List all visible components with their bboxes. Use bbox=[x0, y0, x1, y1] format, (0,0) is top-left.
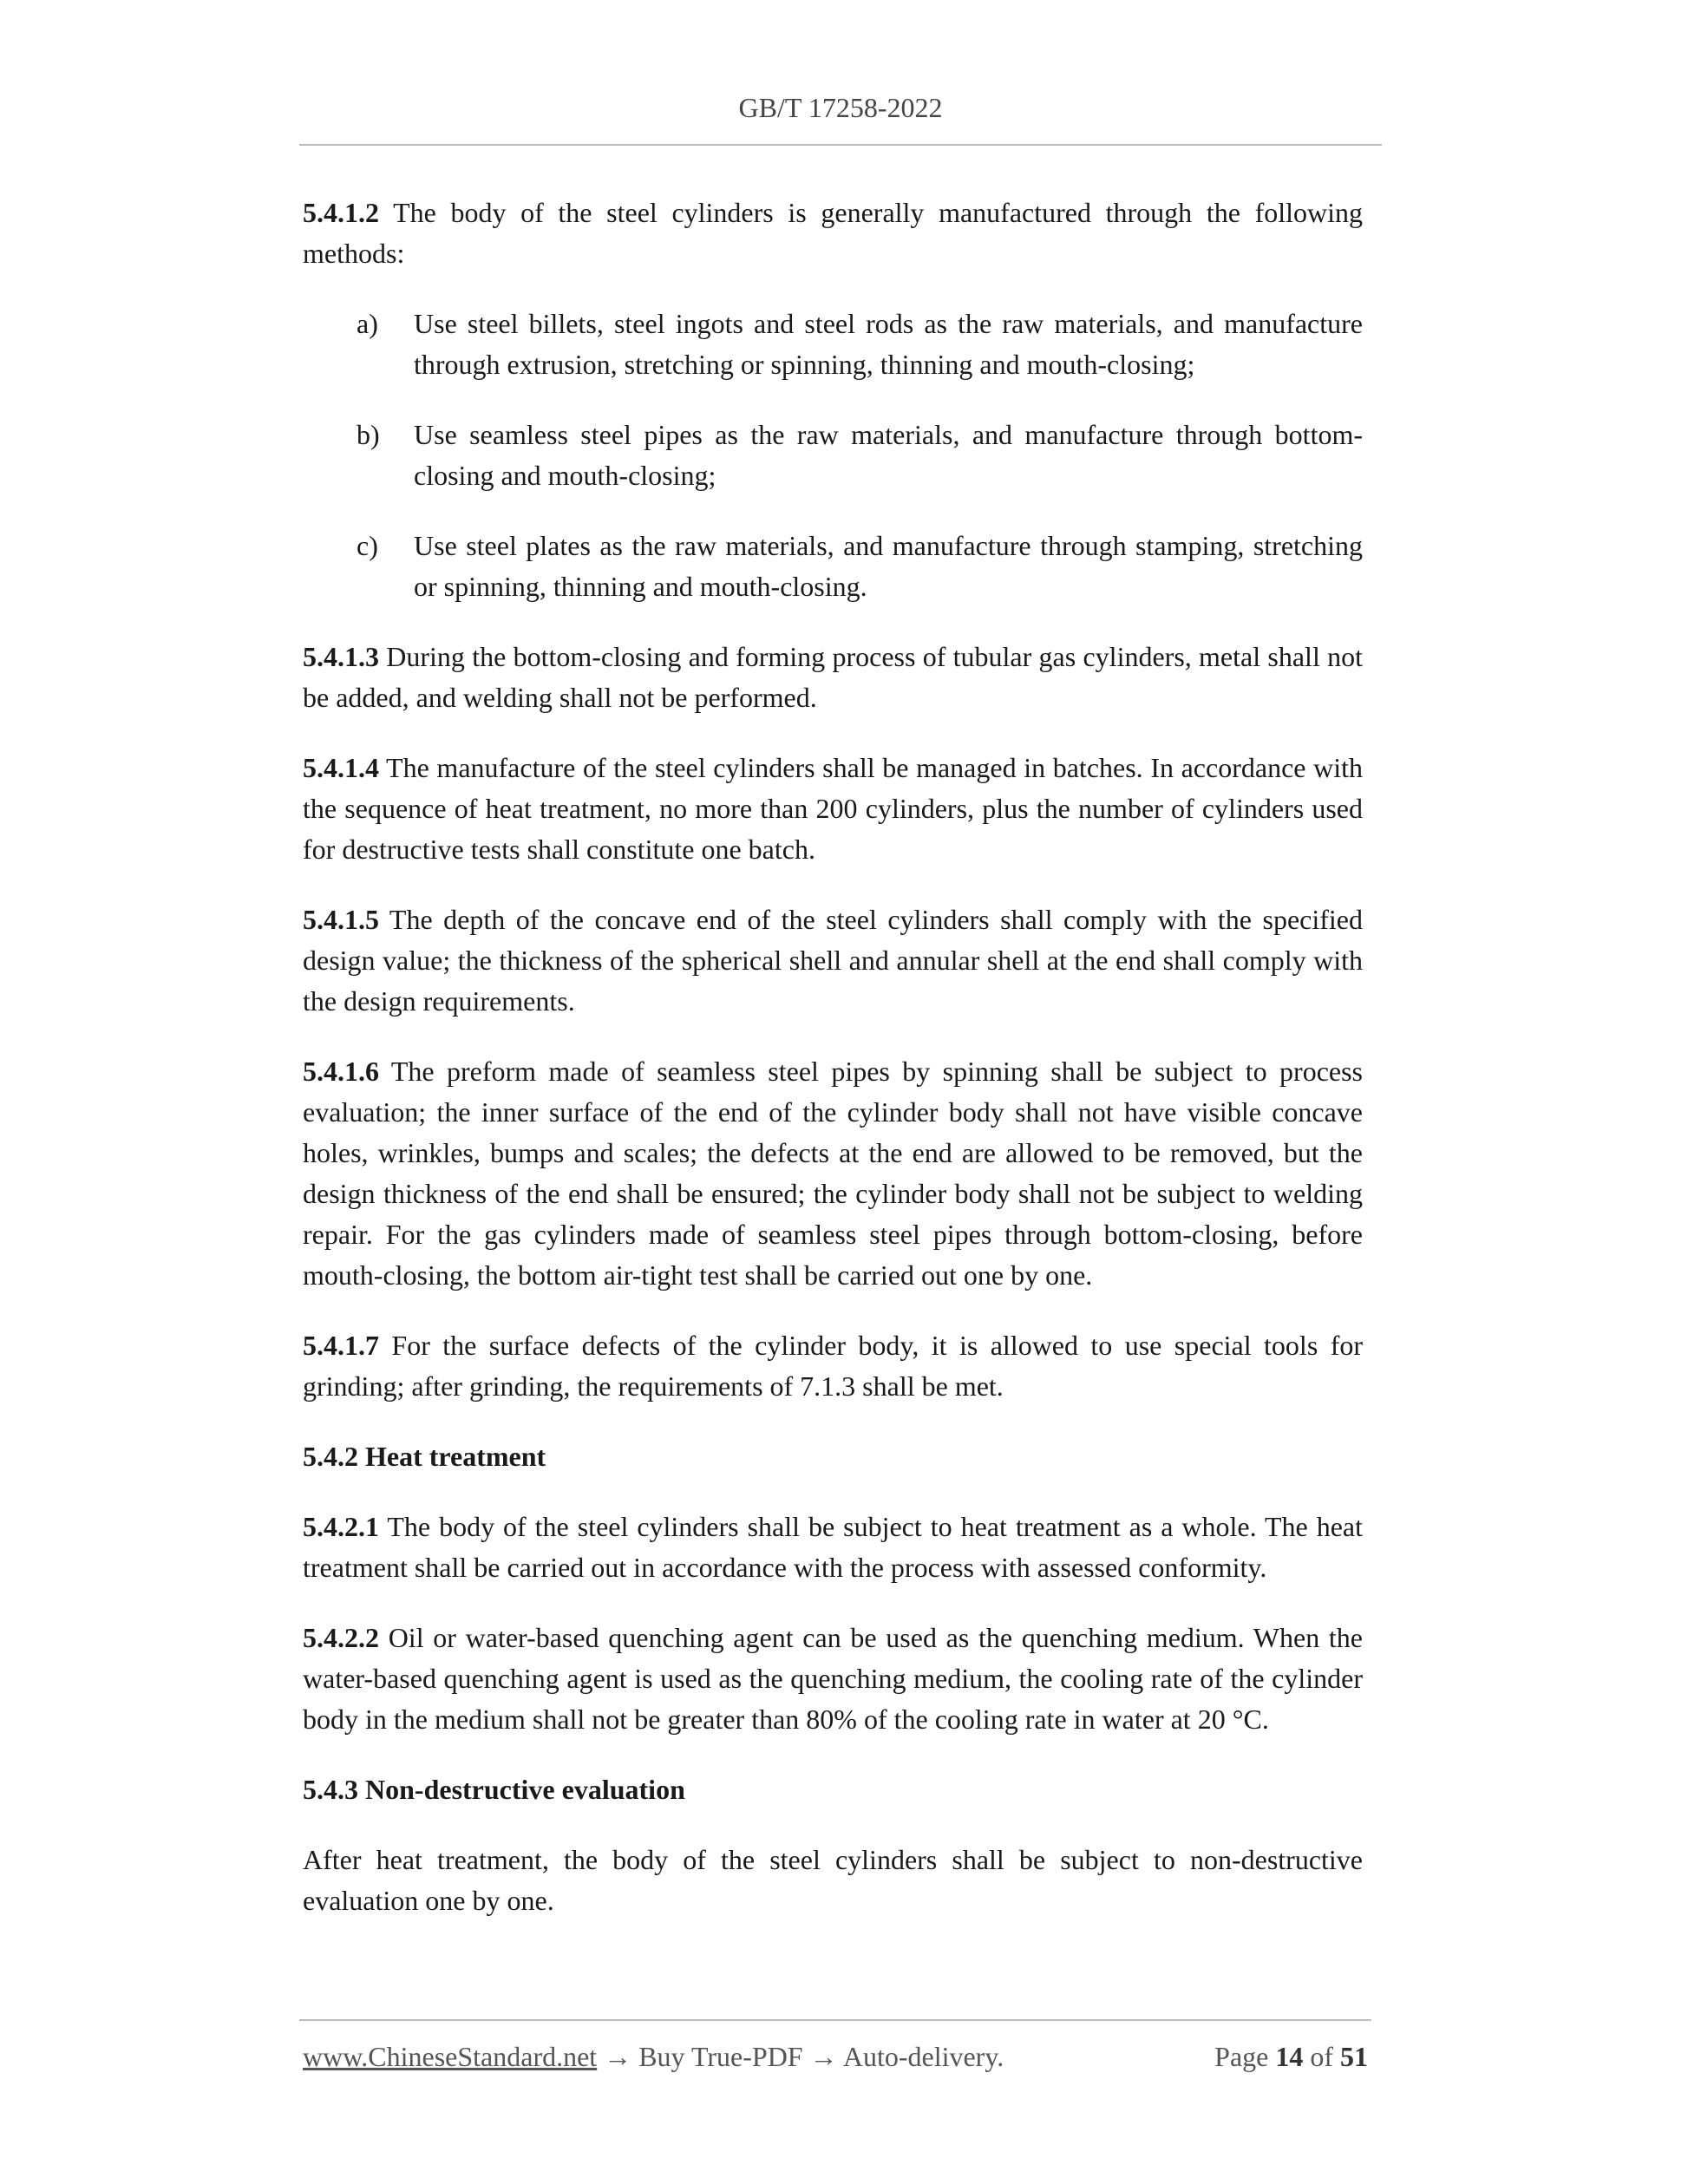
page-label: Page bbox=[1214, 2041, 1276, 2072]
clause-text: The manufacture of the steel cylinders shall be managed in batches. In accordance with the sequence of heat treatment, no more than 200 cylinders, plus the number of cylinders used for destructive tests shall constitute one batch. bbox=[303, 752, 1363, 865]
clause-number: 5.4.2.2 bbox=[303, 1622, 379, 1653]
clause-5-4-1-5 bbox=[303, 899, 1363, 1022]
clause-text: The body of the steel cylinders shall be subject to heat treatment as a whole. The heat treatment shall be carried out in accordance with the process with assessed conformity. bbox=[303, 1511, 1363, 1583]
clause-text: Oil or water-based quenching agent can be used as the quenching medium. When the water-based quenching agent is used as the quenching medium, the cooling rate of the cylinder body in the medium shall not be greater than 80% of the cooling rate in water at 20 °C. bbox=[303, 1622, 1363, 1735]
list-marker: b) bbox=[357, 419, 380, 450]
page-header bbox=[299, 87, 1382, 128]
footer-promo bbox=[303, 2035, 1004, 2078]
clause-number: 5.4.1.6 bbox=[303, 1056, 379, 1087]
paragraph-5-4-3: After heat treatment, the body of the steel cylinders shall be subject to non-destructive evaluation one by one. bbox=[303, 1844, 1363, 1916]
clause-text: The body of the steel cylinders is generally manufactured through the following methods: bbox=[303, 197, 1363, 269]
clause-5-4-2-2 bbox=[303, 1618, 1363, 1740]
clause-5-4-1-4 bbox=[303, 748, 1363, 870]
list-item-text: Use steel plates as the raw materials, and manufacture through stamping, stretching or spinning, thinning and mouth-closing. bbox=[414, 530, 1363, 602]
clause-5-4-1-6 bbox=[303, 1051, 1363, 1296]
clause-text: The preform made of seamless steel pipes by spinning shall be subject to process evaluation; the inner surface of the end of the cylinder body shall not have visible concave holes, wrinkles, bumps and scales; the defects at the end are allowed to be removed, but the design thickness of the end shall be ensured; the cylinder body shall not be subject to welding repair. For the gas cylinders made of seamless steel pipes through bottom-closing, before mouth-closing, the bottom air-tight test shall be carried out one by one. bbox=[303, 1056, 1363, 1291]
clause-5-4-1-2 bbox=[303, 193, 1363, 274]
list-item-c bbox=[303, 526, 1363, 607]
section-heading-heat-treatment: 5.4.2 Heat treatment bbox=[303, 1441, 546, 1472]
clause-5-4-2-1 bbox=[303, 1507, 1363, 1588]
clause-5-4-1-7 bbox=[303, 1325, 1363, 1407]
clause-number: 5.4.1.5 bbox=[303, 904, 379, 935]
arrow-right-icon: → bbox=[604, 2041, 632, 2072]
header-divider bbox=[299, 144, 1382, 146]
clause-number: 5.4.1.4 bbox=[303, 752, 379, 783]
document-body bbox=[303, 193, 1363, 1951]
arrow-right-icon: → bbox=[809, 2041, 838, 2072]
section-heading-non-destructive-evaluation: 5.4.3 Non-destructive evaluation bbox=[303, 1774, 685, 1805]
document-code: GB/T 17258-2022 bbox=[738, 92, 943, 123]
page-footer bbox=[303, 2035, 1368, 2078]
page-total: 51 bbox=[1340, 2041, 1368, 2072]
clause-number: 5.4.1.2 bbox=[303, 197, 379, 228]
buy-pdf-text: Buy True-PDF bbox=[631, 2041, 810, 2072]
site-link[interactable]: www.ChineseStandard.net bbox=[303, 2041, 598, 2072]
page-number: 14 bbox=[1275, 2041, 1304, 2072]
list-marker: c) bbox=[357, 530, 378, 561]
list-item-text: Use steel billets, steel ingots and steel rods as the raw materials, and manufacture through extrusion, stretching or spinning, thinning and mouth-closing; bbox=[414, 308, 1363, 380]
of-label: of bbox=[1303, 2041, 1340, 2072]
list-item-b bbox=[303, 415, 1363, 496]
auto-delivery-text: Auto-delivery. bbox=[837, 2041, 1004, 2072]
clause-5-4-1-3 bbox=[303, 637, 1363, 718]
clause-text: During the bottom-closing and forming process of tubular gas cylinders, metal shall not be added, and welding shall not be performed. bbox=[303, 641, 1363, 713]
list-item-a bbox=[303, 304, 1363, 385]
page-indicator bbox=[1214, 2035, 1368, 2078]
clause-number: 5.4.1.3 bbox=[303, 641, 379, 672]
list-item-text: Use seamless steel pipes as the raw materials, and manufacture through bottom-closing and mouth-closing; bbox=[414, 419, 1363, 491]
footer-divider bbox=[299, 2019, 1371, 2021]
clause-text: For the surface defects of the cylinder body, it is allowed to use special tools for grinding; after grinding, the requirements of 7.1.3 shall be met. bbox=[303, 1330, 1363, 1402]
list-marker: a) bbox=[357, 308, 378, 339]
clause-number: 5.4.2.1 bbox=[303, 1511, 379, 1542]
clause-number: 5.4.1.7 bbox=[303, 1330, 379, 1361]
clause-text: The depth of the concave end of the steel cylinders shall comply with the specified design value; the thickness of the spherical shell and annular shell at the end shall comply with the design requirements. bbox=[303, 904, 1363, 1017]
